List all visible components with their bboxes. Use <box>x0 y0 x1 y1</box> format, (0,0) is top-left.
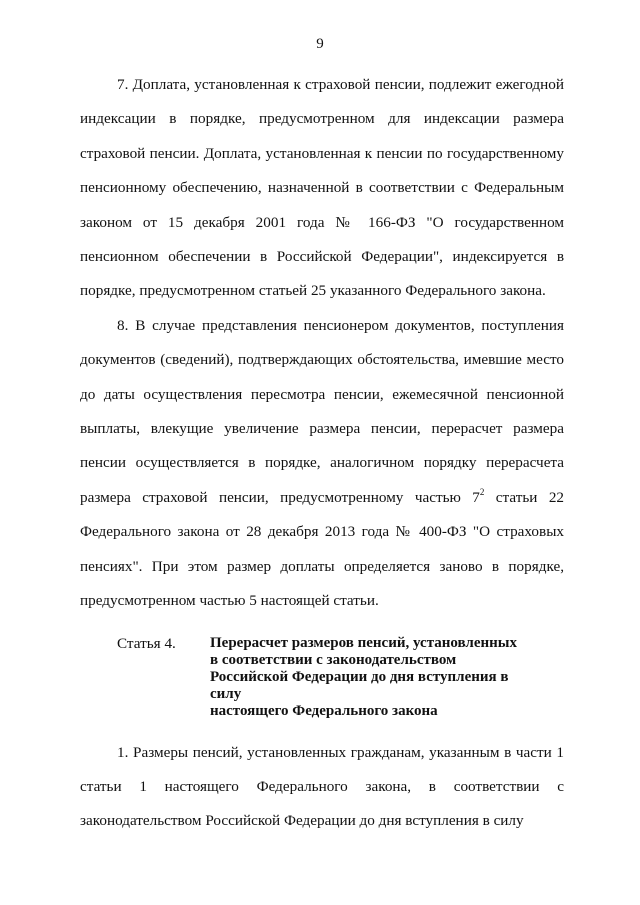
article-4-heading <box>80 635 564 720</box>
article-title <box>210 635 530 720</box>
paragraph-8-text: 8. В случае представления пенсионером документов, поступления документов (сведений), подтверждающих обстоятельства, имевшие место до даты осуществления пересмотра пенсии, ежемесячной пенсионной выплаты, влекущие увеличение размера пенсии, перерасчет размера пенсии осуществляется в порядке, аналогичном порядку перерасчета размера страховой пенсии, предусмотренному частью 7 <box>80 316 564 506</box>
article-title-line: в соответствии с законодательством <box>210 651 457 668</box>
paragraph-8 <box>80 309 564 619</box>
article-title-line: Перерасчет размеров пенсий, установленных <box>210 634 517 651</box>
article-label: Статья 4. <box>117 634 176 652</box>
document-body <box>80 68 564 839</box>
article-title-line: Российской Федерации до дня вступления в силу <box>210 668 509 702</box>
paragraph-8-text-continued: статьи 22 Федерального закона от 28 декабря 2013 года № 400-ФЗ "О страховых пенсиях". При этом размер доплаты определяется заново в порядке, предусмотренном частью 5 настоящей статьи. <box>80 488 565 610</box>
article-4-paragraph-1-text: 1. Размеры пенсий, установленных гражданам, указанным в части 1 статьи 1 настоящего Федерального закона, в соответствии с законодательством Российской Федерации до дня вступления в силу <box>80 743 564 830</box>
article-title-line: настоящего Федерального закона <box>210 702 438 719</box>
page-number: 9 <box>316 36 324 52</box>
article-4-paragraph-1 <box>80 736 564 839</box>
paragraph-7-text: 7. Доплата, установленная к страховой пенсии, подлежит ежегодной индексации в порядке, предусмотренном для индексации размера страховой пенсии. Доплата, установленная к пенсии по государственному пенсионному обеспечению, назначенной в соответствии с Федеральным законом от 15 декабря 2001 года № 166-ФЗ "О государственном пенсионном обеспечении в Российской Федерации", индексируется в порядке, предусмотренном статьей 25 указанного Федерального закона. <box>80 76 564 300</box>
superscript-index: 2 <box>479 486 485 497</box>
paragraph-7 <box>80 68 564 309</box>
